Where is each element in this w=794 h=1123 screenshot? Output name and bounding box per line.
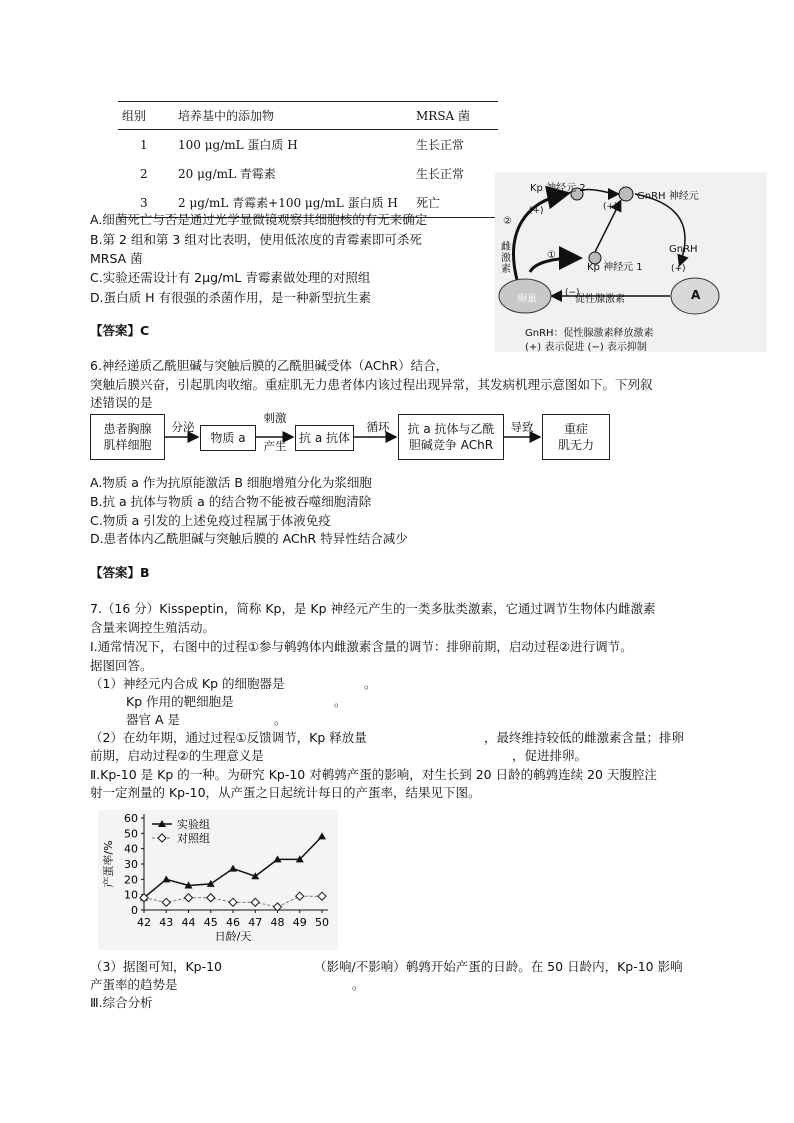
option-b: B.第 2 组和第 3 组对比表明，使用低浓度的青霉素即可杀死 <box>90 232 422 247</box>
q7-line-end: 。 <box>274 712 287 727</box>
q7-line: ，促进排卵。 <box>512 748 588 763</box>
q7-line: （3）据图可知，Kp-10 <box>90 959 223 974</box>
x-tick-label: 43 <box>159 916 174 929</box>
minus-sign: (−) <box>565 288 580 298</box>
q7-line: （影响/不影响）鹌鹑开始产蛋的日龄。在 50 日龄内，Kp-10 影响 <box>314 959 683 974</box>
option-b-cont: MRSA 菌 <box>90 251 143 266</box>
q7-line: 器官 A 是 <box>126 712 180 727</box>
table-header: MRSA 菌 <box>412 102 498 130</box>
flow-label-lead: 导致 <box>510 420 534 434</box>
q6-stem-line3: 述错误的是 <box>90 395 153 410</box>
q7-line: 射一定剂量的 Kp-10，从产蛋之日起统计每日的产蛋率，结果见下图。 <box>90 785 481 800</box>
q7-line: Ⅱ.Kp-10 是 Kp 的一种。为研究 Kp-10 对鹌鹑产蛋的影响，对生长到 20 日龄的鹌鹑连续 20 天腹腔注 <box>90 767 657 782</box>
table-cell: 生长正常 <box>416 138 465 152</box>
q7-line: 7.（16 分）Kisspeptin，简称 Kp，是 Kp 神经元产生的一类多肽类激素，它通过调节生物体内雌激素 <box>90 601 656 616</box>
q6-stem-line1: 6.神经递质乙酰胆碱与突触后膜的乙酰胆碱受体（AChR）结合， <box>90 358 449 373</box>
q7-line: Ⅰ.通常情况下，右图中的过程①参与鹌鹑体内雌激素含量的调节：排卵前期，启动过程②进行调节。 <box>90 639 633 654</box>
minus-sign: (−) <box>561 254 576 264</box>
gnrh-label: GnRH <box>669 244 698 255</box>
flow-label-secrete: 分泌 <box>171 420 195 434</box>
x-tick-label: 48 <box>270 916 285 929</box>
flow-diagram <box>90 411 614 469</box>
q7-line: ，最终维持较低的雌激素含量；排卵 <box>484 730 685 745</box>
flow-box-text: 胆碱竞争 AChR <box>408 438 494 452</box>
flow-label-circulate: 循环 <box>366 420 390 434</box>
table-cell: 3 <box>118 188 174 218</box>
table-row <box>118 130 498 160</box>
q7-line: 前期，启动过程②的生理意义是 <box>90 748 264 763</box>
q7-line: （2）在幼年期，通过过程①反馈调节，Kp 释放量 <box>90 730 367 745</box>
x-tick-label: 49 <box>292 916 307 929</box>
hormone-diagram <box>495 172 767 352</box>
q7-line: 据图回答。 <box>90 658 153 673</box>
legend-label: 对照组 <box>177 832 210 845</box>
legend-line-2: (+) 表示促进 (−) 表示抑制 <box>525 342 647 353</box>
flow-box-substance-a: 物质 a <box>200 425 256 451</box>
plus-sign: (+) <box>529 206 544 216</box>
option-c: C.物质 a 引发的上述免疫过程属于体液免疫 <box>90 513 331 528</box>
y-tick-label: 20 <box>124 873 138 887</box>
y-tick-label: 40 <box>124 842 138 856</box>
flow-box-text: 抗 a 抗体与乙酰 <box>407 422 495 436</box>
fsh-label: 促性腺激素 <box>575 294 625 305</box>
y-axis-label: 产蛋率/% <box>102 840 115 888</box>
process-2: ② <box>503 216 512 227</box>
option-d: D.患者体内乙酰胆碱与突触后膜的 AChR 特异性结合减少 <box>90 531 408 546</box>
hormone-label: 雌激素 <box>501 242 511 275</box>
flow-label-text: 刺激 <box>263 411 287 425</box>
option-a: A.物质 a 作为抗原能激活 B 细胞增殖分化为浆细胞 <box>90 475 372 490</box>
q7-line: Kp 作用的靶细胞是 <box>126 694 234 709</box>
egg-laying-rate-chart <box>98 810 338 950</box>
table-cell: 1 <box>140 137 148 152</box>
legend-line-1: GnRH：促性腺激素释放激素 <box>525 328 654 339</box>
y-tick-label: 30 <box>124 858 138 871</box>
y-tick-label: 10 <box>124 888 138 902</box>
flow-box-antibody: 抗 a 抗体 <box>295 425 354 451</box>
q7-line: 产蛋率的趋势是 <box>90 977 178 992</box>
flow-box-compete <box>398 414 504 460</box>
table-row <box>118 159 498 188</box>
y-tick-label: 50 <box>124 827 138 841</box>
q7-line: 含量来调控生殖活动。 <box>90 620 216 635</box>
y-tick-label: 0 <box>131 904 138 917</box>
q7-line: Ⅲ.综合分析 <box>90 995 153 1010</box>
process-1: ① <box>547 250 556 261</box>
flow-box-text: 重症 <box>563 422 588 436</box>
q6-stem-line2: 突触后膜兴奋，引起肌肉收缩。重症肌无力患者体内该过程出现异常，其发病机理示意图如下。下列叙 <box>90 377 653 392</box>
table-cell: 2 <box>140 166 148 181</box>
q7-line-end: 。 <box>334 694 347 709</box>
table-header: 组别 <box>118 102 174 130</box>
q7-line-end: 。 <box>364 676 377 691</box>
mrsa-table <box>118 101 498 218</box>
legend-label: 实验组 <box>177 818 210 831</box>
option-a: A.细菌死亡与否是通过光学显微镜观察其细胞核的有无来确定 <box>90 212 428 227</box>
gnrh-neuron-label: GnRH 神经元 <box>637 191 699 202</box>
flow-label-text: 产生 <box>263 439 287 453</box>
plus-sign: (+) <box>603 202 618 212</box>
flow-box-thymus <box>90 414 165 460</box>
option-c: C.实验还需设计有 2μg/mL 青霉素做处理的对照组 <box>90 270 371 285</box>
answer: 【答案】B <box>90 565 150 580</box>
x-tick-label: 42 <box>137 916 151 929</box>
x-axis-label: 日龄/天 <box>214 930 252 943</box>
kp1-label: Kp 神经元 1 <box>587 262 643 273</box>
table-cell: 20 μg/mL 青霉素 <box>178 167 276 181</box>
table-cell: 2 μg/mL 青霉素+100 μg/mL 蛋白质 H <box>174 188 412 218</box>
table-cell: 死亡 <box>412 188 498 218</box>
kp2-label: Kp 神经元 2 <box>530 183 586 194</box>
x-tick-label: 46 <box>226 916 240 929</box>
table-header: 培养基中的添加物 <box>174 102 412 130</box>
table-cell: 100 μg/mL 蛋白质 H <box>178 138 298 152</box>
flow-box-text: 患者胸腺 <box>103 422 152 436</box>
flow-box-text: 肌样细胞 <box>103 438 152 452</box>
x-tick-label: 50 <box>315 916 329 929</box>
option-b: B.抗 a 抗体与物质 a 的结合物不能被吞噬细胞清除 <box>90 494 372 509</box>
x-tick-label: 47 <box>248 916 263 929</box>
plus-sign: (+) <box>671 264 686 274</box>
flow-box-text: 肌无力 <box>557 438 594 452</box>
answer: 【答案】C <box>90 323 150 338</box>
flow-box-myasthenia <box>542 414 610 460</box>
q7-line: （1）神经元内合成 Kp 的细胞器是 <box>90 676 285 691</box>
ovary-label: 卵巢 <box>517 294 537 305</box>
x-tick-label: 45 <box>203 916 218 929</box>
table-cell: 生长正常 <box>416 167 465 181</box>
q7-line-end: 。 <box>352 977 365 992</box>
x-tick-label: 44 <box>181 916 196 929</box>
flow-label-stimulate <box>258 411 292 453</box>
organ-a-label: A <box>691 288 701 302</box>
option-d: D.蛋白质 H 有很强的杀菌作用，是一种新型抗生素 <box>90 290 371 305</box>
y-tick-label: 60 <box>124 812 138 825</box>
